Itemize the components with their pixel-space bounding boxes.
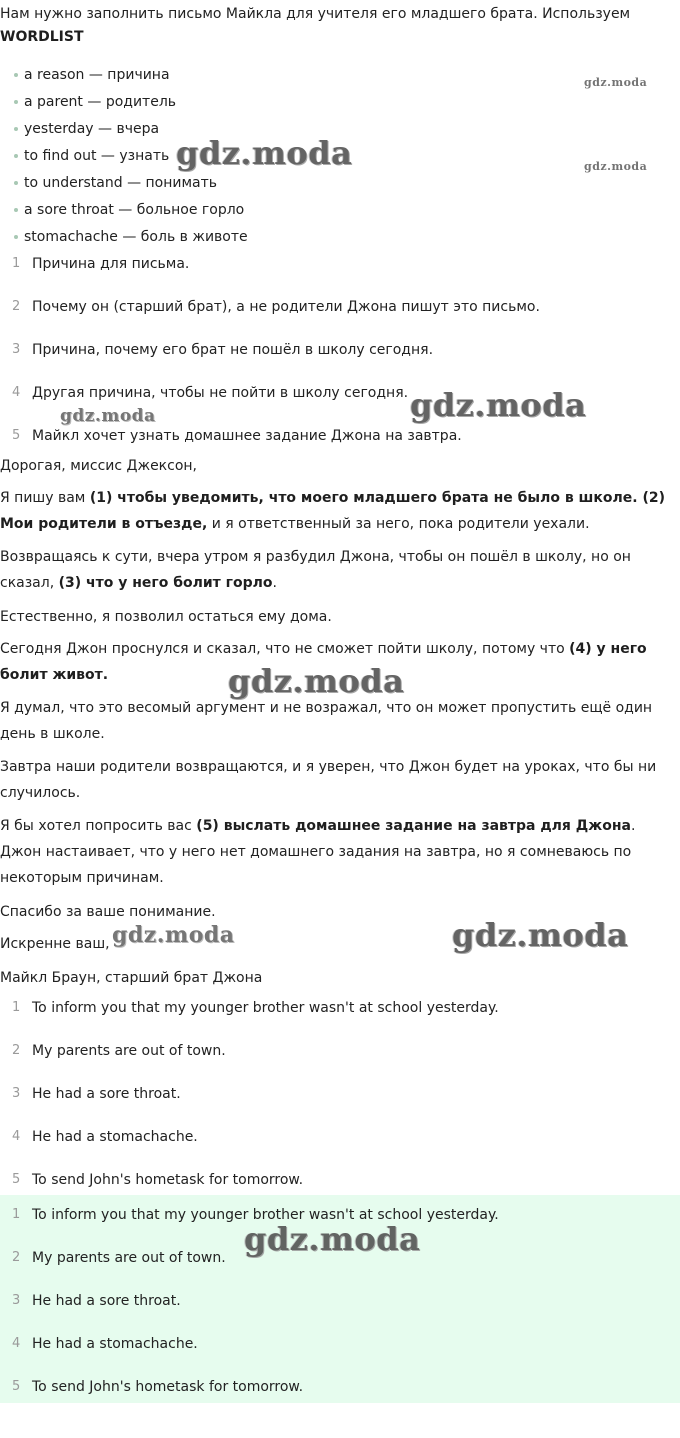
task-text: Причина, почему его брат не пошёл в школу сегодня.: [32, 342, 434, 358]
answer-number: 5: [12, 1172, 21, 1187]
answer-text: My parents are out of town.: [32, 1250, 226, 1266]
answer-text: He had a sore throat.: [32, 1293, 181, 1309]
watermark-logo: gdz.moda: [452, 916, 629, 954]
wordlist-label: WORDLIST: [0, 29, 84, 45]
letter-greeting: Дорогая, миссис Джексон,: [0, 458, 197, 474]
wordlist-item: stomachache — боль в животе: [24, 229, 248, 245]
bullet-icon: [14, 181, 18, 185]
answer-text: He had a stomachache.: [32, 1336, 198, 1352]
answer-number: 2: [12, 1250, 21, 1265]
letter-closing: Искренне ваш,: [0, 936, 110, 952]
answer-number: 5: [12, 1379, 21, 1394]
answer-number: 1: [12, 1207, 21, 1222]
letter-signature: Майкл Браун, старший брат Джона: [0, 970, 263, 986]
watermark-logo: gdz.moda: [176, 134, 353, 172]
wordlist-item: to find out — узнать: [24, 148, 170, 164]
bullet-icon: [14, 208, 18, 212]
wordlist-item: a reason — причина: [24, 67, 170, 83]
answer-text: He had a stomachache.: [32, 1129, 198, 1145]
wordlist-item: a parent — родитель: [24, 94, 177, 110]
answer-text: To send John's hometask for tomorrow.: [32, 1172, 304, 1188]
watermark-logo: gdz.moda: [60, 406, 156, 426]
letter-paragraph: Сегодня Джон проснулся и сказал, что не сможет пойти школу, потому что (4) у него болит живот.: [0, 641, 647, 683]
answer-number: 4: [12, 1129, 21, 1144]
watermark-logo: gdz.moda: [244, 1220, 421, 1258]
answer-number: 2: [12, 1043, 21, 1058]
wordlist-item: yesterday — вчера: [24, 121, 160, 137]
watermark-logo: gdz.moda: [410, 386, 587, 424]
watermark-logo: gdz.moda: [584, 76, 648, 89]
letter-paragraph: Завтра наши родители возвращаются, и я уверен, что Джон будет на уроках, что бы ни случилось.: [0, 759, 657, 801]
answer-text: To inform you that my younger brother wasn't at school yesterday.: [32, 1000, 499, 1016]
letter-paragraph: Я пишу вам (1) чтобы уведомить, что моего младшего брата не было в школе. (2) Мои родители в отъезде, и я ответственный за него, пока родители уехали.: [0, 490, 666, 532]
letter-paragraph: Естественно, я позволил остаться ему дома.: [0, 609, 332, 625]
answer-number: 3: [12, 1086, 21, 1101]
watermark-logo: gdz.moda: [228, 662, 405, 700]
watermark-logo: gdz.moda: [112, 922, 235, 948]
answer-text: He had a sore throat.: [32, 1086, 181, 1102]
task-text: Почему он (старший брат), а не родители Джона пишут это письмо.: [32, 299, 540, 315]
bullet-icon: [14, 100, 18, 104]
bullet-icon: [14, 154, 18, 158]
answer-number: 1: [12, 1000, 21, 1015]
bullet-icon: [14, 127, 18, 131]
task-number: 3: [12, 342, 21, 357]
bullet-icon: [14, 235, 18, 239]
letter-paragraph: Возвращаясь к сути, вчера утром я разбудил Джона, чтобы он пошёл в школу, но он сказал, (3) что у него болит горло.: [0, 549, 631, 591]
watermark-logo: gdz.moda: [584, 160, 648, 173]
task-text: Другая причина, чтобы не пойти в школу сегодня.: [32, 385, 409, 401]
letter-paragraph: Я думал, что это весомый аргумент и не возражал, что он может пропустить ещё один день в школе.: [0, 700, 653, 742]
task-number: 4: [12, 385, 21, 400]
task-number: 2: [12, 299, 21, 314]
letter-thanks: Спасибо за ваше понимание.: [0, 904, 216, 920]
bullet-icon: [14, 73, 18, 77]
answer-text: To inform you that my younger brother wasn't at school yesterday.: [32, 1207, 499, 1223]
answer-text: My parents are out of town.: [32, 1043, 226, 1059]
task-number: 1: [12, 256, 21, 271]
task-number: 5: [12, 428, 21, 443]
task-text: Причина для письма.: [32, 256, 190, 272]
intro-text: Нам нужно заполнить письмо Майкла для учителя его младшего брата. Используем: [0, 6, 631, 22]
wordlist-item: a sore throat — больное горло: [24, 202, 245, 218]
letter-paragraph: Я бы хотел попросить вас (5) выслать домашнее задание на завтра для Джона. Джон настаивает, что у него нет домашнего задания на завтра, но я сомневаюсь по некоторым причинам.: [0, 818, 636, 886]
wordlist-item: to understand — понимать: [24, 175, 218, 191]
answer-number: 4: [12, 1336, 21, 1351]
task-text: Майкл хочет узнать домашнее задание Джона на завтра.: [32, 428, 462, 444]
answer-text: To send John's hometask for tomorrow.: [32, 1379, 304, 1395]
answer-number: 3: [12, 1293, 21, 1308]
